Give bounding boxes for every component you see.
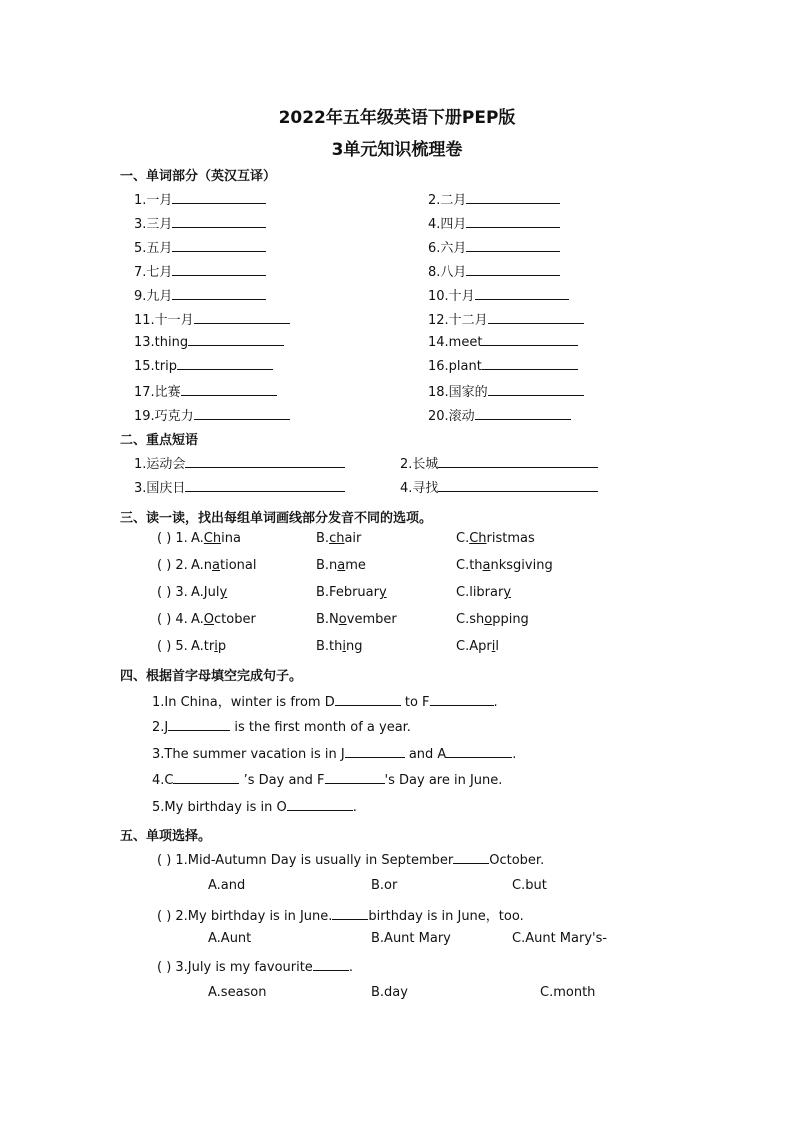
vocab-prompt: 8.八月 <box>428 265 467 280</box>
option-c[interactable] <box>456 612 529 627</box>
vocab-item <box>134 213 266 232</box>
answer-blank[interactable] <box>438 479 598 492</box>
phrase-item <box>134 477 345 496</box>
option-text: tional <box>220 558 257 573</box>
phrase-item <box>400 453 598 472</box>
vocab-item <box>134 285 266 304</box>
underlined-letters: Ch <box>203 531 222 546</box>
answer-blank[interactable] <box>185 479 345 492</box>
option-text: pping <box>492 612 529 627</box>
answer-blank[interactable] <box>438 455 598 468</box>
mc-option[interactable]: B.day <box>371 985 408 1000</box>
option-text: A. <box>191 612 204 627</box>
answer-blank[interactable] <box>466 191 560 204</box>
question-number: ( ) 3. <box>157 585 188 600</box>
answer-blank[interactable] <box>482 333 578 346</box>
option-a[interactable] <box>191 585 227 600</box>
answer-blank[interactable] <box>188 333 284 346</box>
underlined-letters: y <box>219 585 228 600</box>
option-text: C.Apr <box>456 639 492 654</box>
vocab-item <box>428 261 560 280</box>
option-a[interactable] <box>191 558 257 573</box>
phrase-prompt: 1.运动会 <box>134 457 186 472</box>
phrase-prompt: 3.国庆日 <box>134 481 186 496</box>
question-number: ( ) 5. <box>157 639 188 654</box>
vocab-prompt: 17.比赛 <box>134 385 181 400</box>
underlined-letters: a <box>482 558 491 573</box>
answer-blank[interactable] <box>177 357 273 370</box>
mc-option[interactable]: B.Aunt Mary <box>371 931 451 946</box>
vocab-item <box>428 285 569 304</box>
doc-subtitle: 3单元知识梳理卷 <box>331 140 463 160</box>
underlined-letters: ch <box>329 531 345 546</box>
answer-blank[interactable] <box>168 718 230 731</box>
answer-blank[interactable] <box>482 357 578 370</box>
option-text: ctober <box>214 612 256 627</box>
underlined-letters: Ch <box>469 531 487 546</box>
answer-blank[interactable] <box>172 263 266 276</box>
vocab-prompt: 14.meet <box>428 335 483 350</box>
answer-blank[interactable] <box>332 907 368 920</box>
option-text: A.n <box>191 558 213 573</box>
underlined-letters: o <box>484 612 493 627</box>
answer-blank[interactable] <box>172 239 266 252</box>
option-text: me <box>345 558 366 573</box>
phrase-prompt: 2.长城 <box>400 457 439 472</box>
fill-sentence-4: 4.C ’s Day and F 's Day are in June. <box>152 773 503 788</box>
vocab-item <box>134 405 290 424</box>
option-text: B. <box>316 531 330 546</box>
answer-blank[interactable] <box>173 771 239 784</box>
answer-blank[interactable] <box>453 851 489 864</box>
underlined-letters: i <box>214 639 218 654</box>
vocab-prompt: 4.四月 <box>428 217 467 232</box>
answer-blank[interactable] <box>172 215 266 228</box>
vocab-prompt: 10.十月 <box>428 289 475 304</box>
vocab-item <box>134 237 266 256</box>
vocab-item <box>428 309 584 328</box>
mc-option[interactable]: A.Aunt <box>208 931 252 946</box>
vocab-prompt: 18.国家的 <box>428 385 488 400</box>
vocab-prompt: 15.trip <box>134 359 177 374</box>
vocab-item <box>428 237 560 256</box>
answer-blank[interactable] <box>475 407 571 420</box>
underlined-letters: i <box>491 639 496 654</box>
vocab-prompt: 11.十一月 <box>134 313 194 328</box>
answer-blank[interactable] <box>194 311 290 324</box>
doc-title: 2022年五年级英语下册PEP版 <box>278 108 516 128</box>
mc-option[interactable]: C.month <box>540 985 596 1000</box>
question-number: ( ) 4. <box>157 612 188 627</box>
answer-blank[interactable] <box>466 215 560 228</box>
option-text: p <box>217 639 227 654</box>
vocab-prompt: 19.巧克力 <box>134 409 194 424</box>
answer-blank[interactable] <box>172 191 266 204</box>
option-text: air <box>344 531 362 546</box>
mc-question-3: ( ) 3.July is my favourite . <box>157 960 353 975</box>
vocab-item <box>428 189 560 208</box>
vocab-item <box>134 261 266 280</box>
fill-sentence-2: 2.J is the first month of a year. <box>152 720 411 735</box>
underlined-letters: i <box>342 639 347 654</box>
section-1-heading: 一、单词部分（英汉互译） <box>120 169 277 184</box>
vocab-item <box>134 309 290 328</box>
answer-blank[interactable] <box>325 771 385 784</box>
phrase-prompt: 4.寻找 <box>400 481 439 496</box>
option-c[interactable] <box>456 531 535 546</box>
vocab-prompt: 2.二月 <box>428 193 467 208</box>
option-text: C.th <box>456 558 483 573</box>
option-a[interactable] <box>191 639 226 654</box>
option-text: B.th <box>316 639 343 654</box>
answer-blank[interactable] <box>466 239 560 252</box>
option-text: B.n <box>316 558 338 573</box>
vocab-prompt: 6.六月 <box>428 241 467 256</box>
option-b[interactable] <box>316 612 397 627</box>
option-text: C.sh <box>456 612 485 627</box>
fill-sentence-5: 5.My birthday is in O . <box>152 800 357 815</box>
vocab-item <box>134 189 266 208</box>
vocab-prompt: 20.滚动 <box>428 409 475 424</box>
option-a[interactable] <box>191 531 241 546</box>
option-text: l <box>495 639 499 654</box>
option-c[interactable] <box>456 558 553 573</box>
answer-blank[interactable] <box>430 693 494 706</box>
mc-option[interactable]: B.or <box>371 878 398 893</box>
mc-question-2: ( ) 2.My birthday is in June. birthday is in June，too. <box>157 909 524 924</box>
vocab-item <box>134 357 273 374</box>
underlined-letters: O <box>203 612 215 627</box>
option-text: nksgiving <box>490 558 553 573</box>
vocab-item <box>134 381 277 400</box>
section-3-heading: 三、读一读，找出每组单词画线部分发音不同的选项。 <box>120 511 433 526</box>
underlined-letters: y <box>378 585 387 600</box>
answer-blank[interactable] <box>181 383 277 396</box>
vocab-prompt: 12.十二月 <box>428 313 488 328</box>
vocab-prompt: 16.plant <box>428 359 482 374</box>
vocab-prompt: 1.一月 <box>134 193 173 208</box>
option-text: A.tr <box>191 639 215 654</box>
underlined-letters: o <box>338 612 347 627</box>
answer-blank[interactable] <box>185 455 345 468</box>
option-text: B.Februar <box>316 585 379 600</box>
option-b[interactable] <box>316 531 361 546</box>
vocab-item <box>428 213 560 232</box>
answer-blank[interactable] <box>287 798 353 811</box>
option-c[interactable] <box>456 639 499 654</box>
option-text: A.Jul <box>191 585 220 600</box>
underlined-letters: a <box>337 558 346 573</box>
answer-blank[interactable] <box>488 383 584 396</box>
option-text: C.librar <box>456 585 504 600</box>
question-number: ( ) 2. <box>157 558 188 573</box>
vocab-item <box>134 333 284 350</box>
vocab-prompt: 13.thing <box>134 335 189 350</box>
option-b[interactable] <box>316 639 363 654</box>
vocab-item <box>428 405 571 424</box>
mc-option[interactable]: C.Aunt Mary's- <box>512 931 608 946</box>
answer-blank[interactable] <box>345 745 405 758</box>
vocab-prompt: 9.九月 <box>134 289 173 304</box>
vocab-prompt: 5.五月 <box>134 241 173 256</box>
question-number: ( ) 1. <box>157 531 188 546</box>
mc-question-1: ( ) 1.Mid-Autumn Day is usually in September October. <box>157 853 545 868</box>
answer-blank[interactable] <box>488 311 584 324</box>
mc-option[interactable]: A.and <box>208 878 246 893</box>
option-b[interactable] <box>316 558 366 573</box>
option-text: A. <box>191 531 204 546</box>
vocab-item <box>428 333 578 350</box>
option-text: ina <box>221 531 241 546</box>
option-text: ristmas <box>486 531 535 546</box>
fill-sentence-1: 1.In China，winter is from D to F . <box>152 695 498 710</box>
option-b[interactable] <box>316 585 387 600</box>
option-text: C. <box>456 531 470 546</box>
answer-blank[interactable] <box>335 693 401 706</box>
mc-option[interactable]: C.but <box>512 878 547 893</box>
vocab-item <box>428 357 578 374</box>
section-5-heading: 五、单项选择。 <box>120 829 212 844</box>
mc-option[interactable]: A.season <box>208 985 267 1000</box>
option-a[interactable] <box>191 612 256 627</box>
answer-blank[interactable] <box>446 745 512 758</box>
phrase-item <box>400 477 598 496</box>
underlined-letters: a <box>212 558 221 573</box>
phrase-item <box>134 453 345 472</box>
option-text: ng <box>346 639 363 654</box>
answer-blank[interactable] <box>172 287 266 300</box>
vocab-prompt: 3.三月 <box>134 217 173 232</box>
option-text: vember <box>346 612 397 627</box>
vocab-item <box>428 381 584 400</box>
answer-blank[interactable] <box>466 263 560 276</box>
vocab-prompt: 7.七月 <box>134 265 173 280</box>
answer-blank[interactable] <box>313 958 349 971</box>
underlined-letters: y <box>503 585 512 600</box>
option-text: B.N <box>316 612 339 627</box>
option-c[interactable] <box>456 585 511 600</box>
fill-sentence-3: 3.The summer vacation is in J and A . <box>152 747 517 762</box>
answer-blank[interactable] <box>475 287 569 300</box>
section-4-heading: 四、根据首字母填空完成句子。 <box>120 669 303 684</box>
answer-blank[interactable] <box>194 407 290 420</box>
section-2-heading: 二、重点短语 <box>120 433 199 448</box>
